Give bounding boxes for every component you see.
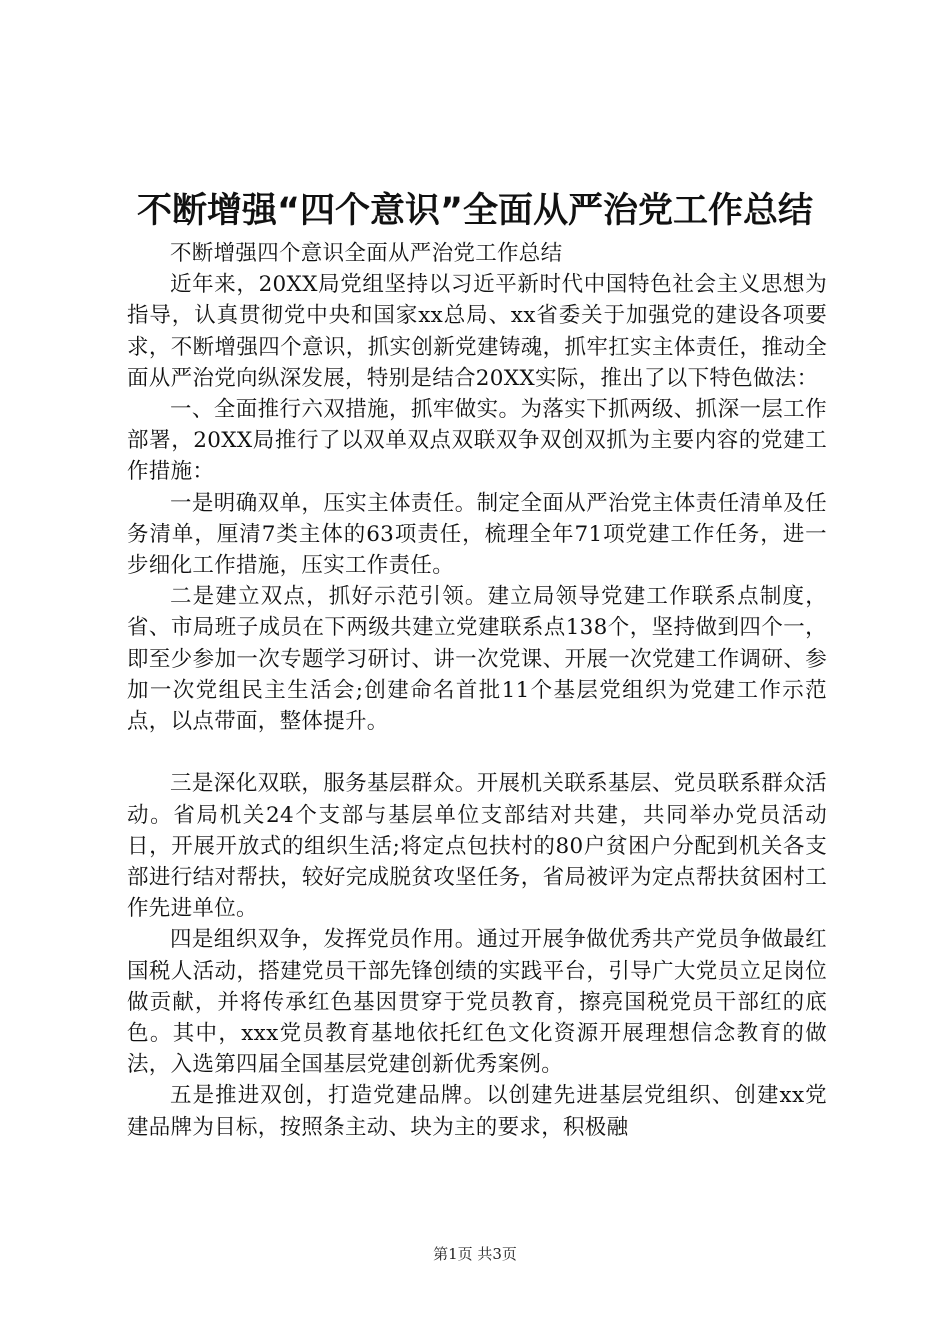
document-title: 不断增强“四个意识”全面从严治党工作总结 [136, 191, 813, 231]
document-body [127, 238, 827, 1143]
page-number-footer: 第1页 共3页 [433, 1245, 517, 1263]
paragraph-item-four: 四是组织双争，发挥党员作用。通过开展争做优秀共产党员争做最红国税人活动，搭建党员干部先锋创绩的实践平台，引导广大党员立足岗位做贡献，并将传承红色基因贯穿于党员教育，擦亮国税党员干部红的底色。其中，xxx党员教育基地依托红色文化资源开展理想信念教育的做法，入选第四届全国基层党建创新优秀案例。 [127, 927, 827, 1078]
paragraph-intro: 近年来，20XX局党组坚持以习近平新时代中国特色社会主义思想为指导，认真贯彻党中央和国家xx总局、xx省委关于加强党的建设各项要求，不断增强四个意识，抓实创新党建铸魂，抓牢扛实主体责任，推动全面从严治党向纵深发展，特别是结合20XX实际，推出了以下特色做法： [127, 272, 827, 391]
paragraph-subtitle: 不断增强四个意识全面从严治党工作总结 [170, 241, 563, 266]
paragraph-gap [127, 737, 827, 768]
paragraph-item-one: 一是明确双单，压实主体责任。制定全面从严治党主体责任清单及任务清单，厘清7类主体的63项责任，梳理全年71项党建工作任务，进一步细化工作措施，压实工作责任。 [127, 490, 827, 579]
paragraph-item-two: 二是建立双点，抓好示范引领。建立局领导党建工作联系点制度，省、市局班子成员在下两级共建立党建联系点138个，坚持做到四个一，即至少参加一次专题学习研讨、讲一次党课、开展一次党建工作调研、参加一次党组民主生活会;创建命名首批11个基层党组织为党建工作示范点，以点带面，整体提升。 [127, 584, 827, 735]
paragraph-section-one: 一、全面推行六双措施，抓牢做实。为落实下抓两级、抓深一层工作部署，20XX局推行了以双单双点双联双争双创双抓为主要内容的党建工作措施： [127, 397, 827, 485]
paragraph-item-five: 五是推进双创，打造党建品牌。以创建先进基层党组织、创建xx党建品牌为目标，按照条主动、块为主的要求，积极融 [127, 1083, 827, 1140]
paragraph-item-three: 三是深化双联，服务基层群众。开展机关联系基层、党员联系群众活动。省局机关24个支部与基层单位支部结对共建，共同举办党员活动日，开展开放式的组织生活;将定点包扶村的80户贫困户分配到机关各支部进行结对帮扶，较好完成脱贫攻坚任务，省局被评为定点帮扶贫困村工作先进单位。 [127, 771, 827, 922]
